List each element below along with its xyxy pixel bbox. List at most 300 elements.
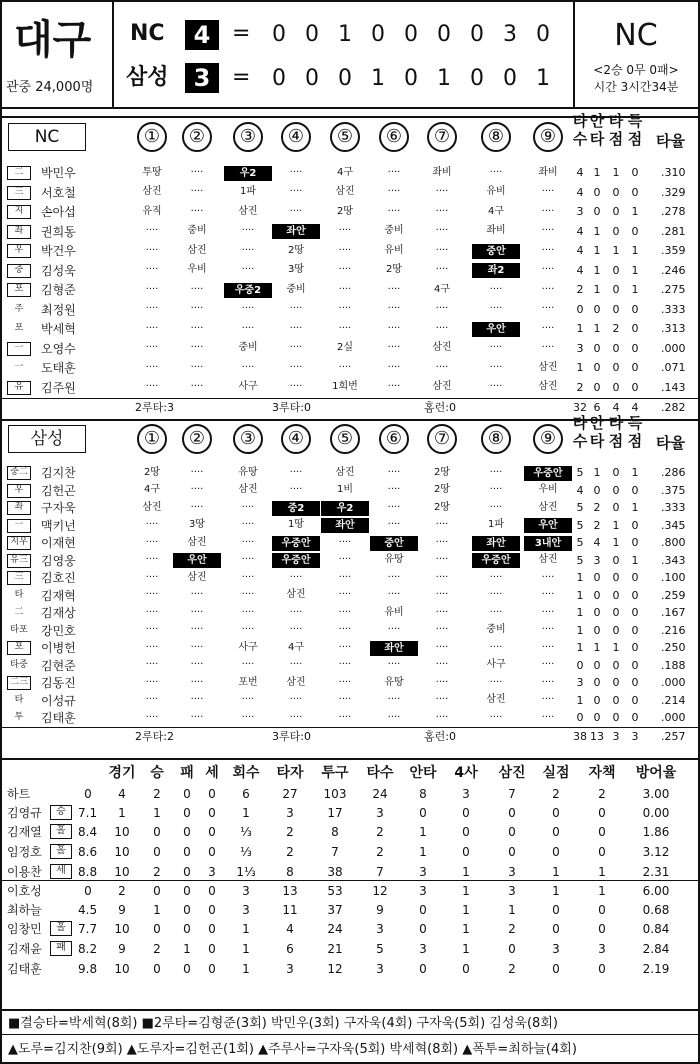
player-stat: 0	[612, 676, 620, 689]
player-stat: 0	[631, 518, 639, 532]
at-bat-result: 삼진	[238, 205, 258, 217]
stat-header: 안	[589, 414, 605, 432]
batting-avg: .800	[661, 536, 686, 549]
decision-badge: 세	[50, 864, 72, 879]
at-bat-result: ····	[435, 303, 449, 314]
pitcher-stat: 1	[462, 884, 470, 898]
pitcher-stat: 1	[242, 806, 250, 820]
at-bat-result: 중비	[286, 283, 306, 295]
at-bat-result: ····	[435, 554, 449, 565]
player-stat: 3	[593, 553, 601, 567]
batting-avg: .259	[661, 588, 686, 602]
at-bat-result: ····	[145, 244, 159, 256]
at-bat-result: 3땅	[188, 519, 206, 530]
at-bat-result: ····	[289, 166, 303, 178]
at-bat-result: 삼진	[486, 694, 506, 705]
game-notes: ■결승타=박세혁(8회) ■2루타=김형준(3회) 박민우(3회) 구자욱(4회) 구자욱(5회) 김성욱(8회)	[8, 1016, 558, 1031]
batting-avg: .071	[661, 361, 686, 374]
inning-header: ⑤	[330, 424, 360, 454]
player-name: 맥키넌	[41, 518, 76, 533]
pitcher-stat: 0	[552, 903, 560, 917]
player-stat: 0	[631, 322, 639, 335]
at-bat-result: 중2	[272, 501, 320, 516]
at-bat-result: ····	[541, 303, 555, 314]
position-label: 一	[7, 342, 31, 356]
at-bat-result: 우비	[187, 264, 207, 275]
pitcher-stat: 7	[508, 787, 516, 801]
player-stat: 0	[593, 606, 601, 619]
pitcher-name: 하트	[7, 787, 31, 801]
at-bat-result: ····	[190, 186, 204, 197]
stat-header: 타	[608, 112, 624, 130]
pitcher-stat: 0	[508, 806, 516, 820]
player-name: 김동진	[41, 676, 76, 690]
player-stat: 1	[593, 322, 601, 335]
pitcher-name: 임정호	[7, 845, 42, 859]
triples-total: 3루타:0	[272, 401, 311, 414]
at-bat-result: 1비	[336, 484, 354, 495]
stat-header: 안	[589, 112, 605, 130]
inning-header: ⑧	[481, 424, 511, 454]
at-bat-result: ····	[435, 186, 449, 197]
avg-header: 타율	[656, 434, 685, 452]
player-stat: 2	[612, 322, 620, 335]
pitching-header: 투구	[321, 765, 349, 781]
at-bat-result: ····	[435, 264, 449, 275]
pitcher-stat: 7	[331, 845, 339, 859]
player-stat: 1	[593, 283, 601, 296]
pitcher-stat: 3	[598, 942, 606, 956]
at-bat-result: ····	[241, 624, 255, 635]
pitcher-stat: 8	[331, 825, 339, 839]
pitcher-stat: 3.00	[642, 787, 670, 801]
at-bat-result: ····	[145, 711, 159, 723]
inning-header: ⑥	[379, 424, 409, 454]
pitcher-stat: 1	[183, 942, 191, 956]
player-stat: 0	[631, 341, 639, 355]
at-bat-result: ····	[289, 711, 303, 723]
position-label: 지우	[7, 536, 31, 550]
at-bat-result: 4구	[287, 641, 305, 653]
at-bat-result: ····	[190, 606, 204, 618]
pitcher-stat: 3	[376, 962, 384, 976]
at-bat-result: 2땅	[385, 264, 403, 275]
at-bat-result: 유비	[486, 186, 506, 197]
at-bat-result: ····	[241, 571, 255, 583]
pitcher-stat: 9	[118, 942, 126, 956]
at-bat-result: 삼진	[538, 501, 558, 513]
batting-avg: .345	[661, 518, 686, 532]
pitcher-stat: 2.19	[642, 962, 670, 976]
player-name: 도태훈	[41, 361, 76, 375]
pitcher-stat: 0	[419, 806, 427, 820]
player-stat: 0	[593, 361, 601, 374]
at-bat-result: ····	[435, 519, 449, 530]
player-name: 박건우	[41, 244, 76, 258]
pitcher-stat: 6	[286, 942, 294, 956]
at-bat-result: ····	[387, 466, 401, 478]
batting-avg: .343	[661, 553, 686, 567]
pitcher-name: 이용찬	[7, 865, 42, 879]
at-bat-result: 유직	[142, 205, 162, 217]
at-bat-result: ····	[241, 659, 255, 670]
pitcher-stat: 0	[208, 942, 216, 956]
player-stat: 1	[576, 588, 584, 602]
at-bat-result: ····	[145, 322, 159, 334]
player-stat: 0	[631, 302, 639, 316]
at-bat-result: ····	[541, 694, 555, 705]
at-bat-result: ····	[145, 589, 159, 600]
pitcher-stat: 0	[183, 865, 191, 879]
at-bat-result: ····	[190, 166, 204, 178]
at-bat-result: ····	[289, 694, 303, 705]
player-stat: 0	[631, 693, 639, 707]
player-stat: 0	[593, 185, 601, 199]
away-inning-score: 3	[503, 22, 517, 47]
pitcher-stat: 0	[183, 884, 191, 898]
at-bat-result: ····	[145, 624, 159, 635]
pitcher-stat: 0	[183, 845, 191, 859]
pitcher-stat: 3	[552, 942, 560, 956]
player-stat: 0	[593, 623, 601, 637]
pitcher-season-era: 7.7	[78, 922, 98, 936]
at-bat-result: 2땅	[433, 484, 451, 495]
at-bat-result: ····	[190, 589, 204, 600]
at-bat-result: ····	[541, 283, 555, 295]
at-bat-result: ····	[338, 554, 352, 565]
pitcher-stat: 0	[183, 922, 191, 936]
player-stat: 1	[576, 322, 584, 335]
batting-avg: .250	[661, 641, 686, 654]
game-time: 시간 3시간34분	[593, 80, 679, 94]
player-stat: 1	[612, 641, 620, 654]
pitcher-stat: 0	[183, 825, 191, 839]
avg-header: 타율	[656, 132, 685, 150]
pitcher-stat: 0	[208, 845, 216, 859]
divider-line	[0, 0, 2, 1064]
at-bat-result: ····	[387, 322, 401, 334]
pitcher-stat: 53	[327, 884, 343, 898]
player-stat: 0	[593, 205, 601, 218]
pitcher-stat: 2	[153, 787, 161, 801]
at-bat-result: 유땅	[384, 676, 404, 688]
pitcher-stat: 1	[153, 806, 161, 820]
at-bat-result: ····	[338, 225, 352, 236]
position-label: 중二	[7, 466, 31, 480]
decision-badge: 승	[50, 805, 72, 820]
player-name: 이성규	[41, 693, 76, 708]
at-bat-result: ····	[541, 322, 555, 334]
player-stat: 0	[576, 302, 584, 316]
at-bat-result: ····	[289, 606, 303, 618]
player-stat: 0	[612, 606, 620, 619]
at-bat-result: ····	[190, 205, 204, 217]
at-bat-result: ····	[387, 519, 401, 530]
pitcher-name: 임창민	[7, 922, 42, 936]
pitcher-stat: 0	[552, 825, 560, 839]
player-stat: 1	[631, 501, 639, 514]
pitcher-stat: 0	[508, 845, 516, 859]
pitcher-stat: 8	[419, 787, 427, 801]
team-total: 4	[631, 401, 639, 414]
pitcher-stat: 1	[242, 922, 250, 936]
stat-header: 타	[608, 414, 624, 432]
team-total: 13	[590, 729, 604, 743]
home-inning-score: 0	[503, 66, 517, 91]
pitcher-stat: 1	[598, 865, 606, 879]
player-stat: 0	[593, 676, 601, 689]
at-bat-result: 사구	[238, 641, 258, 653]
player-stat: 2	[593, 501, 601, 514]
at-bat-result: ····	[145, 303, 159, 314]
pitching-header: 4사	[454, 765, 478, 781]
inning-header: ⑤	[330, 122, 360, 152]
pitcher-stat: 0	[419, 903, 427, 917]
player-stat: 0	[631, 623, 639, 637]
pitcher-season-era: 9.8	[78, 962, 98, 976]
at-bat-result: 유비	[384, 606, 404, 618]
pitcher-stat: 2	[286, 845, 294, 859]
player-stat: 4	[576, 166, 584, 179]
at-bat-result: ····	[190, 342, 204, 353]
away-inning-score: 0	[272, 22, 286, 47]
at-bat-result: ····	[541, 264, 555, 275]
player-stat: 0	[612, 588, 620, 602]
team-avg: .282	[661, 401, 686, 414]
at-bat-result: ····	[541, 244, 555, 256]
pitcher-stat: 0	[552, 806, 560, 820]
pitcher-stat: 38	[327, 865, 343, 879]
player-stat: 0	[631, 536, 639, 549]
pitcher-stat: 10	[114, 825, 130, 839]
player-stat: 0	[612, 380, 620, 394]
at-bat-result: ····	[190, 641, 204, 653]
at-bat-result: ····	[289, 659, 303, 670]
team-total: 3	[631, 729, 639, 743]
pitcher-stat: 0	[183, 903, 191, 917]
player-stat: 0	[612, 205, 620, 218]
inning-header: ④	[281, 424, 311, 454]
batting-avg: .214	[661, 693, 686, 707]
player-name: 김태훈	[41, 711, 76, 725]
at-bat-result: ····	[489, 381, 503, 392]
at-bat-result: ····	[435, 589, 449, 600]
pitcher-stat: 0.00	[642, 806, 670, 820]
player-name: 김헌곤	[41, 483, 76, 498]
at-bat-result: ····	[338, 303, 352, 314]
at-bat-result: 삼진	[335, 186, 355, 197]
pitcher-stat: 1	[242, 962, 250, 976]
at-bat-result: ····	[387, 571, 401, 583]
at-bat-result: ····	[489, 711, 503, 723]
player-stat: 3	[576, 676, 584, 689]
divider-line	[0, 880, 700, 881]
pitcher-stat: 3	[419, 865, 427, 879]
position-label: 포	[7, 283, 31, 297]
at-bat-result: ····	[387, 283, 401, 295]
at-bat-result: ····	[289, 381, 303, 392]
inning-header: ⑦	[427, 122, 457, 152]
at-bat-result: ····	[338, 641, 352, 653]
at-bat-result: ····	[145, 554, 159, 565]
at-bat-result: ····	[289, 361, 303, 373]
at-bat-result: 좌안	[472, 536, 520, 551]
at-bat-result: ····	[541, 659, 555, 670]
at-bat-result: ····	[387, 342, 401, 353]
at-bat-result: ····	[489, 166, 503, 178]
pitcher-stat: 1	[419, 825, 427, 839]
at-bat-result: ····	[541, 205, 555, 217]
pitcher-stat: 2	[153, 865, 161, 879]
player-stat: 1	[631, 283, 639, 296]
team-record: <2승 0무 0패>	[593, 63, 679, 77]
batting-avg: .313	[661, 322, 686, 335]
at-bat-result: 삼진	[432, 381, 452, 392]
pitcher-stat: 0	[598, 825, 606, 839]
player-stat: 0	[631, 224, 639, 238]
position-label: 좌	[7, 501, 31, 515]
player-stat: 0	[612, 483, 620, 497]
at-bat-result: ····	[289, 186, 303, 197]
at-bat-result: 2땅	[143, 466, 161, 478]
batting-avg: .000	[661, 676, 686, 689]
at-bat-result: 중비	[384, 225, 404, 236]
pitcher-stat: 3	[242, 884, 250, 898]
at-bat-result: ····	[145, 283, 159, 295]
position-label: 二	[7, 166, 31, 180]
away-inning-score: 0	[470, 22, 484, 47]
pitcher-stat: 3	[419, 942, 427, 956]
pitcher-name: 최하늘	[7, 903, 42, 917]
at-bat-result: 1파	[487, 519, 505, 530]
at-bat-result: 삼진	[238, 484, 258, 495]
at-bat-result: ····	[387, 361, 401, 373]
pitcher-season-era: 8.8	[78, 865, 98, 879]
at-bat-result: ····	[241, 225, 255, 236]
player-stat: 2	[576, 283, 584, 296]
pitcher-stat: 0	[552, 845, 560, 859]
player-stat: 5	[576, 466, 584, 479]
player-stat: 0	[612, 341, 620, 355]
pitcher-stat: 3	[208, 865, 216, 879]
team-total: 6	[593, 401, 601, 414]
pitcher-stat: 1	[552, 865, 560, 879]
pitcher-stat: 0	[208, 922, 216, 936]
at-bat-result: 삼진	[538, 381, 558, 392]
at-bat-result: ····	[338, 606, 352, 618]
player-stat: 4	[576, 263, 584, 277]
player-name: 최정원	[41, 302, 76, 317]
at-bat-result: 중비	[238, 342, 258, 353]
player-stat: 1	[612, 536, 620, 549]
away-team-short: NC	[130, 21, 165, 46]
stat-header: 득	[627, 414, 643, 432]
at-bat-result: 1파	[239, 186, 257, 197]
player-stat: 0	[612, 623, 620, 637]
pitcher-stat: ⅓	[240, 825, 252, 839]
position-label: 유三	[7, 554, 31, 568]
player-name: 권희동	[41, 224, 76, 239]
pitcher-stat: 3	[508, 865, 516, 879]
at-bat-result: 2땅	[287, 244, 305, 256]
pitcher-stat: 21	[327, 942, 343, 956]
pitcher-stat: 24	[327, 922, 343, 936]
player-name: 구자욱	[41, 501, 76, 515]
pitcher-stat: 2	[118, 884, 126, 898]
at-bat-result: 4구	[336, 166, 354, 178]
position-label: 三	[7, 186, 31, 200]
pitcher-name: 김영규	[7, 806, 42, 820]
player-stat: 1	[576, 641, 584, 654]
at-bat-result: ····	[387, 303, 401, 314]
decision-badge: 홀	[50, 844, 72, 859]
at-bat-result: ····	[289, 205, 303, 217]
at-bat-result: 우안	[173, 553, 221, 568]
player-stat: 2	[593, 518, 601, 532]
player-stat: 0	[612, 658, 620, 672]
at-bat-result: ····	[190, 322, 204, 334]
pitcher-season-era: 8.2	[78, 942, 98, 956]
home-inning-score: 1	[536, 66, 550, 91]
at-bat-result: ····	[145, 264, 159, 275]
player-name: 김재혁	[41, 588, 76, 603]
home-inning-score: 1	[371, 66, 385, 91]
at-bat-result: 1희번	[332, 381, 358, 392]
divider-line	[0, 1034, 700, 1035]
player-stat: 0	[593, 693, 601, 707]
pitcher-stat: 3	[462, 787, 470, 801]
at-bat-result: 유땅	[238, 466, 258, 478]
player-stat: 5	[576, 518, 584, 532]
at-bat-result: 좌안	[321, 518, 369, 533]
at-bat-result: 좌비	[538, 166, 558, 178]
player-stat: 5	[576, 553, 584, 567]
pitcher-name: 김재열	[7, 825, 42, 839]
triples-total: 3루타:0	[272, 729, 311, 743]
at-bat-result: ····	[289, 484, 303, 495]
position-label: 좌	[7, 225, 31, 239]
pitcher-stat: 2	[508, 962, 516, 976]
team-name: 삼성	[30, 429, 64, 449]
pitcher-stat: 0	[419, 962, 427, 976]
player-name: 이병헌	[41, 641, 76, 655]
position-label: 우	[7, 244, 31, 258]
player-stat: 4	[576, 224, 584, 238]
at-bat-result: ····	[541, 624, 555, 635]
at-bat-result: ····	[289, 571, 303, 583]
at-bat-result: ····	[241, 711, 255, 723]
player-stat: 1	[576, 623, 584, 637]
player-stat: 0	[593, 658, 601, 672]
pitcher-stat: 0	[552, 962, 560, 976]
player-stat: 0	[576, 658, 584, 672]
at-bat-result: ····	[241, 519, 255, 530]
player-stat: 0	[631, 483, 639, 497]
at-bat-result: ····	[338, 283, 352, 295]
player-stat: 0	[612, 361, 620, 374]
at-bat-result: ····	[190, 501, 204, 513]
pitcher-stat: 2	[376, 845, 384, 859]
at-bat-result: 포번	[238, 676, 258, 688]
player-stat: 4	[593, 536, 601, 549]
at-bat-result: 유비	[384, 244, 404, 256]
player-stat: 4	[576, 185, 584, 199]
batting-avg: .188	[661, 658, 686, 672]
batting-avg: .246	[661, 263, 686, 277]
at-bat-result: 우안	[472, 322, 520, 337]
at-bat-result: 투땅	[142, 166, 162, 178]
at-bat-result: 2땅	[336, 205, 354, 217]
